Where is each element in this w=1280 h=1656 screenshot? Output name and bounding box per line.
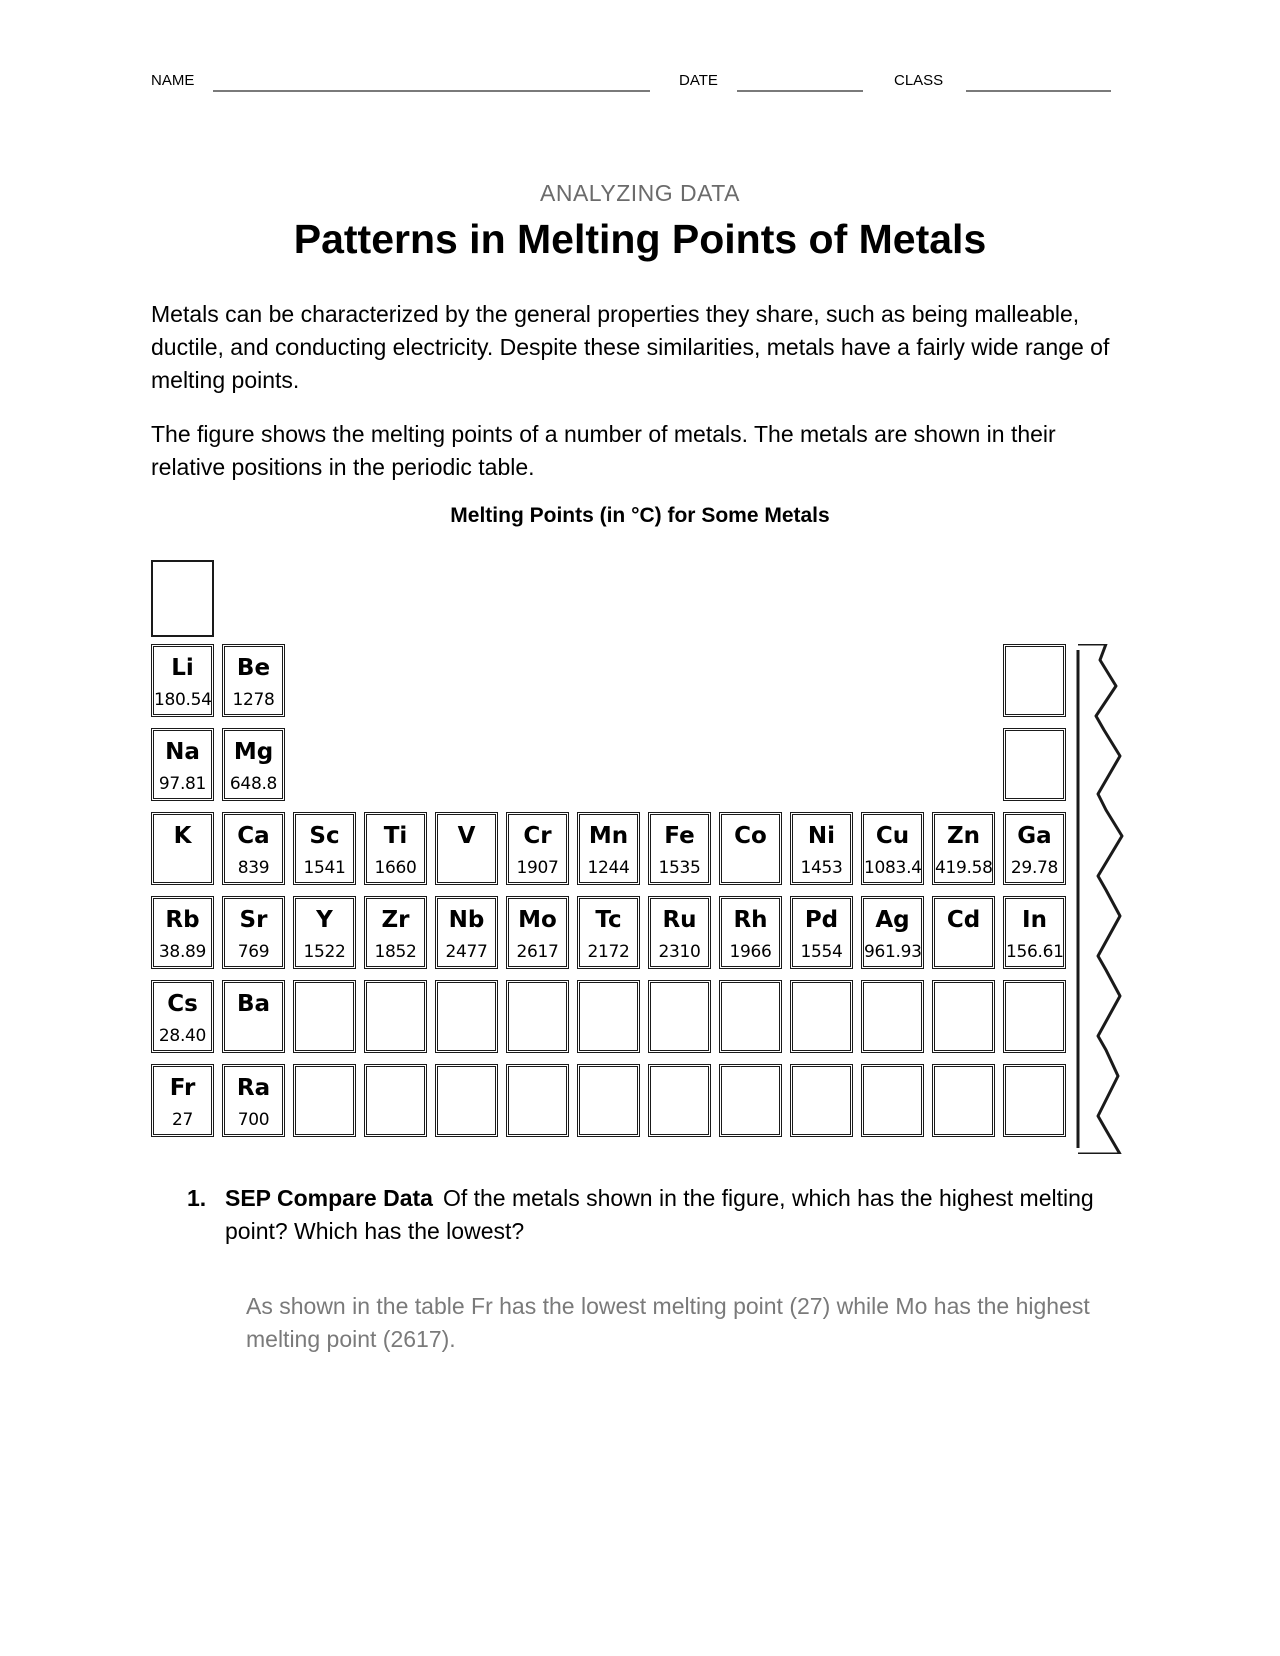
figure-title: Melting Points (in °C) for Some Metals xyxy=(450,504,830,527)
element-symbol: Co xyxy=(734,823,767,849)
element-symbol: Fe xyxy=(664,823,695,849)
melting-point: 156.61 xyxy=(1006,942,1064,962)
answer-text[interactable]: As shown in the table Fr has the lowest melting point (27) while Mo has the highest melting point (2617). xyxy=(246,1293,1090,1352)
melting-point: 1535 xyxy=(658,858,701,878)
element-symbol: Sr xyxy=(239,907,268,933)
empty-cell xyxy=(151,560,214,637)
date-field[interactable] xyxy=(737,90,863,92)
element-cell-tc xyxy=(577,896,640,969)
element-cell-ti xyxy=(364,812,427,885)
element-symbol: Fr xyxy=(169,1075,196,1101)
element-cell-fr xyxy=(151,1064,214,1137)
empty-cell xyxy=(577,1064,640,1137)
name-label: NAME xyxy=(151,72,195,89)
element-symbol: Cd xyxy=(946,907,981,933)
date-label: DATE xyxy=(679,72,718,89)
melting-point: 1554 xyxy=(800,942,843,962)
empty-cell xyxy=(364,1064,427,1137)
element-cell-ag xyxy=(861,896,924,969)
melting-point: 1522 xyxy=(303,942,346,962)
element-symbol: Ni xyxy=(807,823,836,849)
element-cell-sc xyxy=(293,812,356,885)
empty-cell xyxy=(932,980,995,1053)
element-cell-mg xyxy=(222,728,285,801)
empty-cell xyxy=(293,1064,356,1137)
element-cell-ra xyxy=(222,1064,285,1137)
empty-cell xyxy=(435,980,498,1053)
melting-point: 1660 xyxy=(374,858,417,878)
question-number: 1. xyxy=(187,1185,207,1211)
element-cell-ru xyxy=(648,896,711,969)
melting-point: 419.58 xyxy=(935,858,993,878)
element-cell-y xyxy=(293,896,356,969)
element-cell-sr xyxy=(222,896,285,969)
empty-cell xyxy=(435,1064,498,1137)
element-cell-ni xyxy=(790,812,853,885)
element-cell-na xyxy=(151,728,214,801)
element-symbol: Li xyxy=(171,655,194,681)
element-cell-li xyxy=(151,644,214,717)
element-symbol: Ti xyxy=(383,823,408,849)
melting-point: 180.54 xyxy=(154,690,212,710)
element-cell-cs xyxy=(151,980,214,1053)
element-cell-co xyxy=(719,812,782,885)
element-symbol: Zn xyxy=(946,823,981,849)
class-label: CLASS xyxy=(894,72,944,89)
element-symbol: Cs xyxy=(167,991,198,1017)
melting-point: 2310 xyxy=(658,942,701,962)
empty-cell xyxy=(861,980,924,1053)
melting-point: 1278 xyxy=(232,690,275,710)
intro-paragraph: Metals can be characterized by the general properties they share, such as being malleable, ductile, and conducting electricity. Despite these similarities, metals have a fairly wide range of melting points. xyxy=(151,301,1110,393)
element-cell-be xyxy=(222,644,285,717)
element-symbol: Ca xyxy=(237,823,270,849)
element-symbol: Cu xyxy=(875,823,910,849)
question-1 xyxy=(187,1182,1107,1248)
element-cell-rb xyxy=(151,896,214,969)
melting-point: 27 xyxy=(171,1110,194,1130)
element-symbol: Na xyxy=(165,739,200,765)
element-symbol: Pd xyxy=(804,907,839,933)
melting-point: 961.93 xyxy=(864,942,922,962)
element-cell-pd xyxy=(790,896,853,969)
melting-point: 2477 xyxy=(445,942,488,962)
element-cell-k xyxy=(151,812,214,885)
element-symbol: Y xyxy=(316,907,333,933)
element-cell-zr xyxy=(364,896,427,969)
element-symbol: Tc xyxy=(595,907,622,933)
element-symbol: Ru xyxy=(662,907,697,933)
empty-cell xyxy=(577,980,640,1053)
element-symbol: V xyxy=(457,823,476,849)
element-cell-fe xyxy=(648,812,711,885)
element-symbol: Mo xyxy=(518,907,557,933)
melting-point: 1907 xyxy=(516,858,559,878)
element-cell-rh xyxy=(719,896,782,969)
melting-point: 2617 xyxy=(516,942,559,962)
name-field[interactable] xyxy=(213,90,650,92)
melting-point: 700 xyxy=(237,1110,270,1130)
element-cell-cu xyxy=(861,812,924,885)
element-symbol: Zr xyxy=(381,907,410,933)
element-symbol: Rb xyxy=(165,907,200,933)
element-cell-cd xyxy=(932,896,995,969)
element-symbol: In xyxy=(1022,907,1047,933)
melting-point: 1541 xyxy=(303,858,346,878)
empty-cell xyxy=(932,1064,995,1137)
figure-description: The figure shows the melting points of a number of metals. The metals are shown in their relative positions in the periodic table. xyxy=(151,421,1056,480)
empty-cell xyxy=(293,980,356,1053)
empty-cell xyxy=(1003,728,1066,801)
melting-point: 38.89 xyxy=(158,942,207,962)
element-cell-ca xyxy=(222,812,285,885)
empty-cell xyxy=(719,980,782,1053)
melting-point: 1083.4 xyxy=(864,858,922,878)
element-symbol: Ga xyxy=(1017,823,1052,849)
melting-point: 29.78 xyxy=(1010,858,1059,878)
section-subtitle: ANALYZING DATA xyxy=(540,180,740,206)
element-symbol: Ag xyxy=(875,907,910,933)
empty-cell xyxy=(648,980,711,1053)
empty-cell xyxy=(506,980,569,1053)
melting-point: 1453 xyxy=(800,858,843,878)
element-symbol: Sc xyxy=(309,823,340,849)
question-lead: SEP Compare Data xyxy=(225,1185,433,1211)
element-cell-zn xyxy=(932,812,995,885)
element-cell-ba xyxy=(222,980,285,1053)
question-text: Of the metals shown in the figure, which has the highest melting point? Which has the lowest? xyxy=(225,1185,1094,1244)
class-field[interactable] xyxy=(966,90,1111,92)
empty-cell xyxy=(861,1064,924,1137)
melting-point: 1244 xyxy=(587,858,630,878)
empty-cell xyxy=(364,980,427,1053)
element-cell-mn xyxy=(577,812,640,885)
melting-point: 1966 xyxy=(729,942,772,962)
element-cell-ga xyxy=(1003,812,1066,885)
element-symbol: Be xyxy=(236,655,271,681)
melting-point: 97.81 xyxy=(158,774,207,794)
element-symbol: Rh xyxy=(733,907,768,933)
melting-point: 839 xyxy=(237,858,270,878)
empty-cell xyxy=(648,1064,711,1137)
empty-cell xyxy=(719,1064,782,1137)
melting-point: 1852 xyxy=(374,942,417,962)
element-cell-in xyxy=(1003,896,1066,969)
empty-cell xyxy=(506,1064,569,1137)
melting-point: 2172 xyxy=(587,942,630,962)
element-cell-cr xyxy=(506,812,569,885)
element-symbol: Ra xyxy=(236,1075,271,1101)
melting-point: 28.40 xyxy=(158,1026,207,1046)
empty-cell xyxy=(790,980,853,1053)
element-symbol: Ba xyxy=(236,991,271,1017)
element-symbol: Mg xyxy=(233,739,274,765)
element-cell-mo xyxy=(506,896,569,969)
torn-edge-graphic xyxy=(1076,644,1126,1154)
element-symbol: K xyxy=(173,823,192,849)
empty-cell xyxy=(790,1064,853,1137)
empty-cell xyxy=(1003,980,1066,1053)
page-title: Patterns in Melting Points of Metals xyxy=(293,216,987,262)
melting-point: 648.8 xyxy=(229,774,278,794)
empty-cell xyxy=(1003,644,1066,717)
element-symbol: Cr xyxy=(523,823,552,849)
element-cell-v xyxy=(435,812,498,885)
element-symbol: Mn xyxy=(588,823,629,849)
element-cell-nb xyxy=(435,896,498,969)
element-symbol: Nb xyxy=(448,907,485,933)
empty-cell xyxy=(1003,1064,1066,1137)
melting-point: 769 xyxy=(237,942,270,962)
